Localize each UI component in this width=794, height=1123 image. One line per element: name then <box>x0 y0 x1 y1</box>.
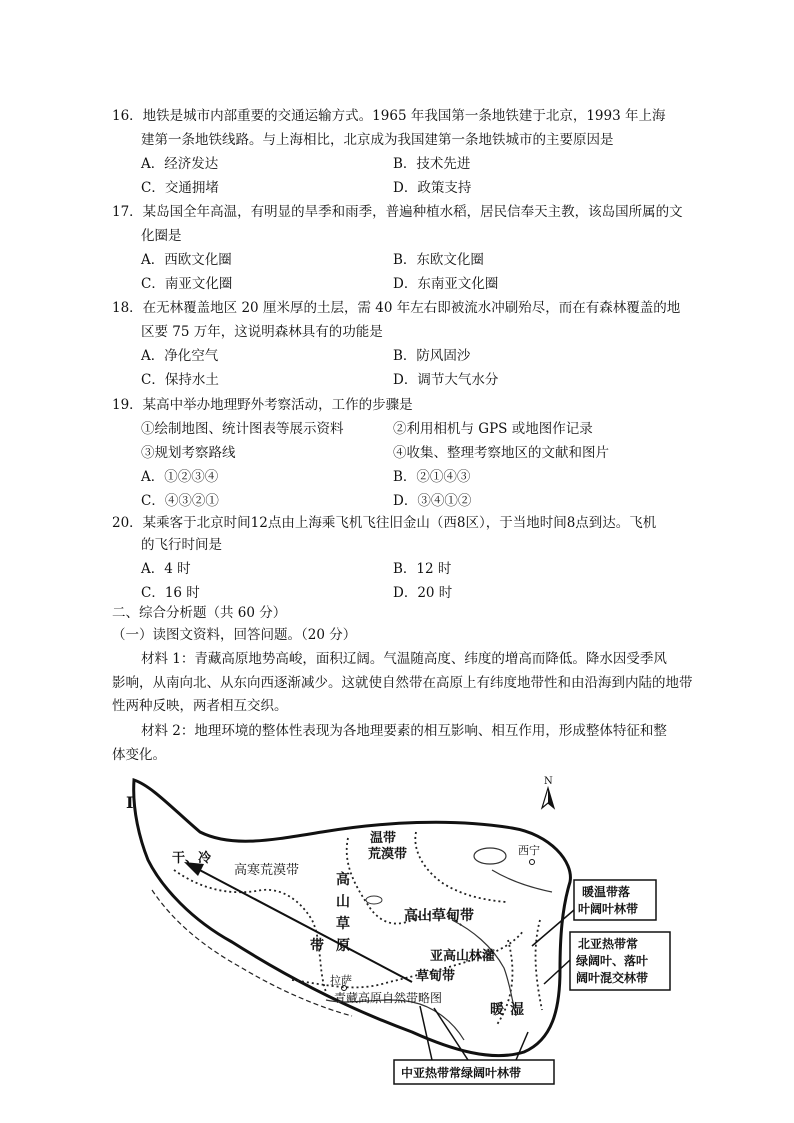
box-warm-temperate-line-1: 暖温带落 <box>582 885 631 899</box>
city-xining-dot <box>530 860 535 865</box>
leader-north-subtropical <box>544 960 570 984</box>
zone-alpine-meadow: 高山草甸带 <box>404 908 474 924</box>
material-2-line-2: 体变化。 <box>112 747 166 763</box>
leader-mid-subtropical-2 <box>434 1008 468 1060</box>
box-warm-temperate-line-2: 叶阔叶林带 <box>578 902 639 916</box>
zone-boundary-6 <box>536 920 542 1010</box>
q17-option-c: C．南亚文化圈 <box>141 276 233 292</box>
city-xining: 西宁 <box>518 844 540 857</box>
material-1-line-2: 影响，从南向北、从东向西逐渐减少。这就使自然带在高原上有纬度地带性和由沿海到内陆的地带 <box>112 675 693 691</box>
q19-step-4: ④收集、整理考察地区的文献和图片 <box>393 445 609 461</box>
zone-alpine-grassland-2: 山 <box>336 894 350 910</box>
box-north-subtropical-line-1: 北亚热带常 <box>578 937 639 951</box>
section-subtitle: （一）读图文资料，回答问题。（20 分） <box>112 627 357 643</box>
zone-subalpine-2: 草甸带 <box>416 969 456 984</box>
river-2 <box>452 920 516 1016</box>
q16-option-b: B．技术先进 <box>393 156 471 172</box>
q20-option-a: A．4 时 <box>141 561 191 577</box>
lake-small <box>366 896 382 904</box>
wet-label: 湿 <box>510 1002 524 1018</box>
leader-warm-temperate <box>532 910 574 946</box>
section-title: 二、综合分析题（共 60 分） <box>112 605 287 621</box>
warm-label: 暖 <box>490 1002 504 1018</box>
zone-alpine-desert: 高寒荒漠带 <box>234 863 300 878</box>
q16-stem-2: 建第一条地铁线路。与上海相比，北京成为我国建第一条地铁城市的主要原因是 <box>141 132 614 148</box>
zone-alpine-grassland-5: 带 <box>310 938 324 954</box>
zone-boundary-1 <box>174 870 326 992</box>
q19-step-3: ③规划考察路线 <box>141 445 236 461</box>
q17-stem-2: 化圈是 <box>141 228 182 244</box>
q20-stem-2: 的飞行时间是 <box>141 537 222 553</box>
city-lhasa: 拉萨 <box>330 974 352 987</box>
dry-cold-arrow-line <box>192 866 412 982</box>
q19-option-d: D．③④①② <box>393 493 472 509</box>
q16-option-d: D．政策支持 <box>393 180 472 196</box>
q19-option-b: B．②①④③ <box>393 469 471 485</box>
q16-option-a: A．经济发达 <box>141 156 219 172</box>
map-caption: 青藏高原自然带略图 <box>334 991 443 1005</box>
q19-step-1: ①绘制地图、统计图表等展示资料 <box>141 421 344 437</box>
q17-option-b: B．东欧文化圈 <box>393 252 484 268</box>
north-label: N <box>544 776 553 787</box>
zone-alpine-grassland-3: 草 <box>336 916 350 932</box>
q17-option-a: A．西欧文化圈 <box>141 252 232 268</box>
q18-option-a: A．净化空气 <box>141 348 219 364</box>
leader-mid-subtropical-1 <box>420 1006 432 1060</box>
material-2-line-1: 材料 2：地理环境的整体性表现为各地理要素的相互影响、相互作用，形成整体特征和整 <box>141 723 667 739</box>
q18-stem-1: 18．在无林覆盖地区 20 厘米厚的土层，需 40 年左右即被流水冲刷殆尽，而在有森林覆盖的地 <box>112 300 681 316</box>
q16-stem-1: 16．地铁是城市内部重要的交通运输方式。1965 年我国第一条地铁建于北京，1993 年上海 <box>112 108 666 124</box>
plateau-outline <box>134 780 571 1056</box>
plateau-zone-map <box>112 770 702 1090</box>
q18-stem-2: 区要 75 万年，这说明森林具有的功能是 <box>141 324 383 340</box>
material-1-line-1: 材料 1：青藏高原地势高峻，面积辽阔。气温随高度、纬度的增高而降低。降水因受季风 <box>141 651 667 667</box>
box-mid-subtropical-label: 中亚热带常绿阔叶林带 <box>401 1066 522 1080</box>
q18-option-c: C．保持水土 <box>141 372 219 388</box>
leader-mid-subtropical-3 <box>516 1032 528 1060</box>
q19-step-2: ②利用相机与 GPS 或地图作记录 <box>393 421 593 437</box>
lake-qinghai <box>474 848 506 864</box>
q20-option-c: C．16 时 <box>141 585 200 601</box>
material-1-line-3: 性两种反映，两者相互交织。 <box>112 698 288 714</box>
arrow-label-dry-cold: 干、冷 <box>172 851 212 866</box>
q20-stem-1: 20．某乘客于北京时间12点由上海乘飞机飞往旧金山（西8区），于当地时间8点到达。飞机 <box>112 515 657 531</box>
zone-alpine-grassland-1: 高 <box>336 872 350 888</box>
zone-subalpine-1: 亚高山林灌 <box>430 949 496 964</box>
q20-option-b: B．12 时 <box>393 561 452 577</box>
q16-option-c: C．交通拥堵 <box>141 180 219 196</box>
q17-option-d: D．东南亚文化圈 <box>393 276 499 292</box>
river-3 <box>492 870 552 892</box>
zone-temperate-desert-1: 温带 <box>370 831 397 846</box>
q19-stem: 19．某高中举办地理野外考察活动，工作的步骤是 <box>112 397 413 413</box>
box-north-subtropical-line-3: 阔叶混交林带 <box>576 971 649 985</box>
q18-option-b: B．防风固沙 <box>393 348 471 364</box>
q19-option-c: C．④③②① <box>141 493 219 509</box>
zone-boundary-4 <box>415 832 506 902</box>
zone-temperate-desert-2: 荒漠带 <box>368 847 408 862</box>
q20-option-d: D．20 时 <box>393 585 453 601</box>
roman-marker: I <box>126 793 134 812</box>
q18-option-d: D．调节大气水分 <box>393 372 499 388</box>
q19-option-a: A．①②③④ <box>141 469 219 485</box>
box-north-subtropical-line-2: 绿阔叶、落叶 <box>576 954 649 968</box>
q17-stem-1: 17．某岛国全年高温，有明显的旱季和雨季，普遍种植水稻，居民信奉天主教，该岛国所属的文 <box>112 204 683 220</box>
zone-alpine-grassland-4: 原 <box>336 938 350 954</box>
